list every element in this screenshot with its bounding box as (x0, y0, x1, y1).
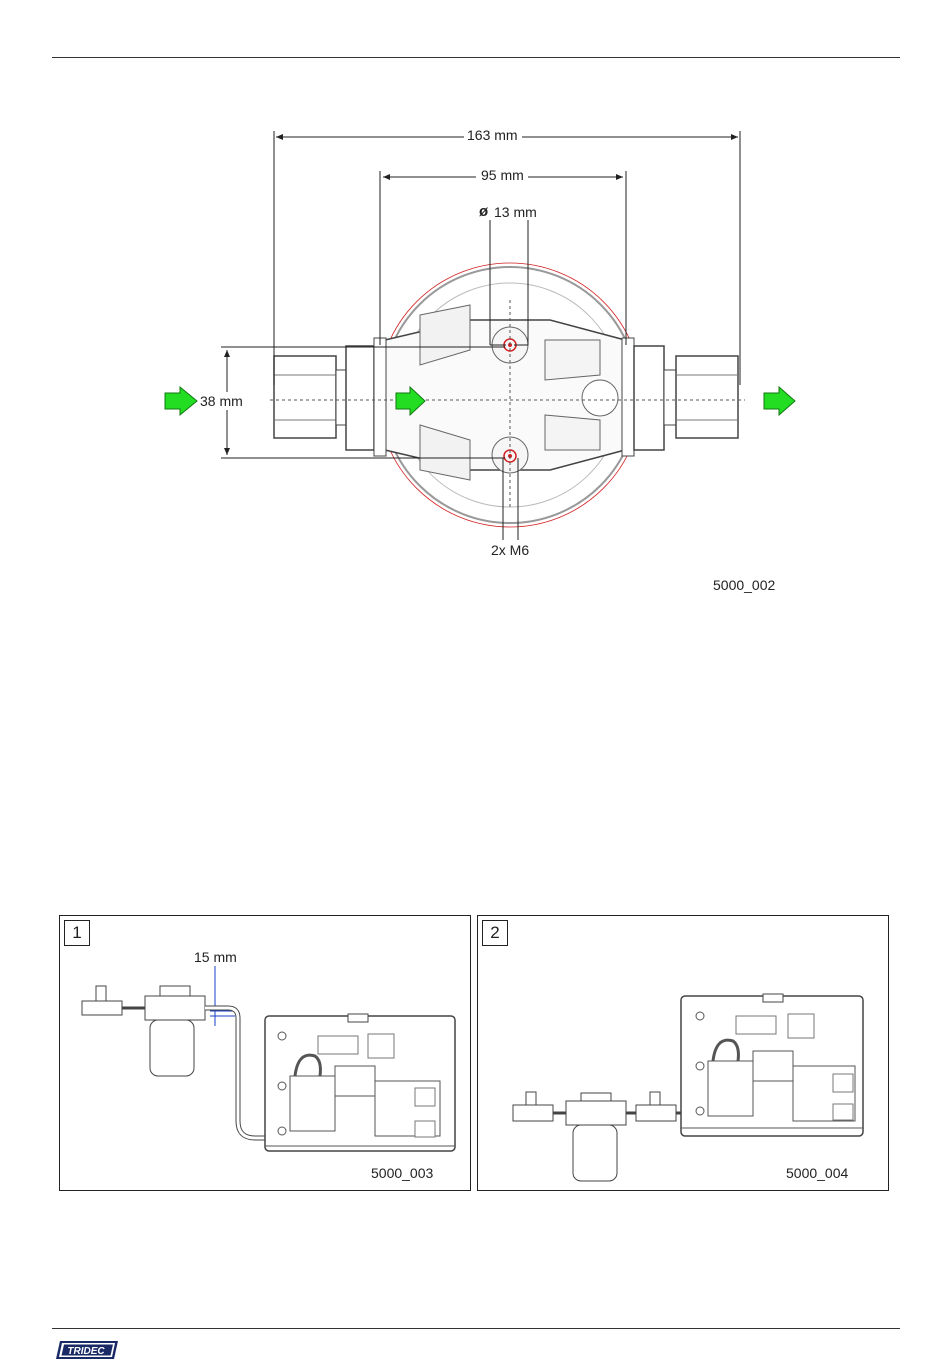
figure-ref-2: 5000_004 (786, 1165, 849, 1181)
footer-rule (52, 1328, 900, 1329)
panel-number: 1 (64, 920, 90, 946)
panel-number: 2 (482, 920, 508, 946)
diameter-icon: ø (479, 203, 489, 220)
left-collar (346, 346, 374, 450)
dim-height-label: 38 mm (200, 393, 243, 409)
left-nut (274, 356, 336, 438)
bolts-label: 2x M6 (491, 542, 530, 558)
figure-ref-1: 5000_003 (371, 1165, 434, 1181)
filter-dimension-drawing (0, 0, 950, 620)
logo-text: TRIDEC (67, 1346, 105, 1357)
installation-drawing-2 (478, 916, 888, 1190)
dim-mount-label: 95 mm (481, 167, 524, 183)
installation-drawing-1 (60, 916, 470, 1190)
dim-hole-label: 13 mm (494, 204, 537, 220)
tridec-logo (56, 1340, 119, 1360)
right-nut (676, 356, 738, 438)
flow-arrow-in (165, 387, 197, 415)
panel-2 (477, 915, 889, 1191)
dim-offset-label: 15 mm (194, 949, 237, 965)
dim-overall-label: 163 mm (467, 127, 518, 143)
figure-ref-top: 5000_002 (713, 577, 776, 593)
panel-1 (59, 915, 471, 1191)
right-collar (634, 346, 664, 450)
flow-arrow-out (764, 387, 795, 415)
